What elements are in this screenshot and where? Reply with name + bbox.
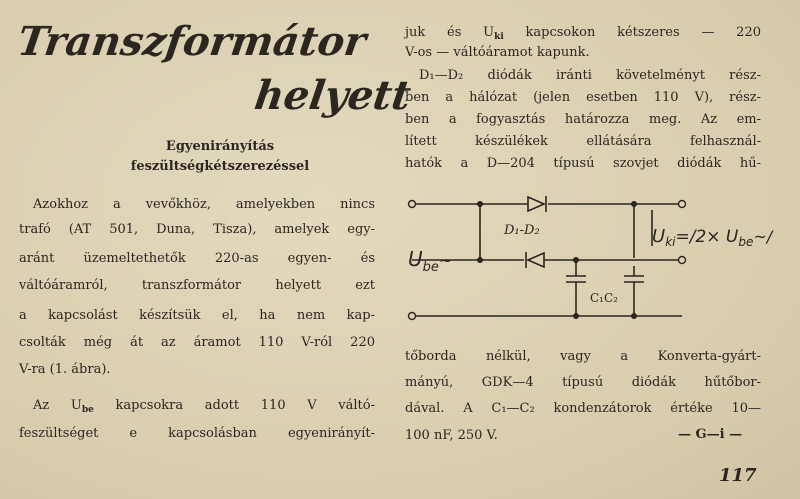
diode-d2 xyxy=(526,252,544,268)
diode-d1 xyxy=(528,196,546,212)
right-text-line: ben a hálózat (jelen esetben 110 V), rész- xyxy=(405,90,761,105)
input-label-suffix: ~ xyxy=(438,251,453,270)
diode-label: D₁-D₂ xyxy=(504,223,540,238)
left-text-line: feszültséget e kapcsolásban egyenirányít- xyxy=(19,426,375,441)
left-text-line: V-ra (1. ábra). xyxy=(19,362,111,377)
right-text-line xyxy=(405,24,761,46)
right-text-line: V-os — váltóáramot kapunk. xyxy=(405,45,590,60)
right-text-line: lített készülékek ellátására felhasznál- xyxy=(405,134,761,149)
input-label-sub: be xyxy=(422,260,439,275)
subheading-line1: Egyenirányítás xyxy=(165,139,275,154)
left-text-line: váltóáramról, transzformátor helyett ezt xyxy=(19,278,375,293)
subscript: ki xyxy=(494,32,504,42)
left-text-line: aránt üzemeltethetők 220-as egyen- és xyxy=(19,251,375,266)
right-text-line: tőborda nélkül, vagy a Konverta-gyárt- xyxy=(405,349,761,364)
output-label-eq: =/2× U xyxy=(675,227,739,247)
right-text-line: hatók a D—204 típusú szovjet diódák hű- xyxy=(405,156,761,171)
output-label-sub: ki xyxy=(665,235,676,249)
text-fragment: Az U xyxy=(33,398,82,413)
author-signature: — G—i — xyxy=(678,427,743,442)
right-text-line: ben a fogyasztás határozza meg. Az em- xyxy=(405,112,761,127)
left-text-line: Azokhoz a vevőkhöz, amelyekben nincs xyxy=(33,197,375,212)
left-text-line: trafó (AT 501, Duna, Tisza), amelyek egy- xyxy=(19,222,375,237)
input-label-main: U xyxy=(408,247,423,271)
left-text-line: csolták még át az áramot 110 V-ról 220 xyxy=(19,335,375,350)
right-text-line: dával. A C₁—C₂ kondenzátorok értéke 10— xyxy=(405,401,761,416)
subscript: be xyxy=(81,405,94,415)
text-fragment: kapcsokon kétszeres — 220 xyxy=(503,25,761,40)
output-label-end: ~/ xyxy=(753,227,773,246)
right-text-line: 100 nF, 250 V. xyxy=(405,428,498,443)
circuit-diagram xyxy=(400,186,798,326)
subheading-line2: feszültségkétszerezéssel xyxy=(130,159,310,174)
article-title-line2: helyett xyxy=(251,72,414,119)
text-fragment: juk és U xyxy=(405,25,495,40)
output-label-sub2: be xyxy=(738,235,754,249)
left-text-line: a kapcsolást készítsük el, ha nem kap- xyxy=(19,308,375,323)
left-text-line xyxy=(19,397,375,419)
right-text-line: D₁—D₂ diódák iránti követelményt rész- xyxy=(419,68,761,83)
page-number: 117 xyxy=(719,465,757,486)
capacitor-label: C₁C₂ xyxy=(590,291,618,305)
input-label xyxy=(408,247,452,275)
text-fragment: kapcsokra adott 110 V váltó- xyxy=(93,398,375,413)
output-label xyxy=(652,226,774,249)
article-title-line1: Transzformátor xyxy=(14,18,369,65)
right-text-line: mányú, GDK—4 típusú diódák hűtőbor- xyxy=(405,375,761,390)
output-label-main: U xyxy=(652,226,666,247)
